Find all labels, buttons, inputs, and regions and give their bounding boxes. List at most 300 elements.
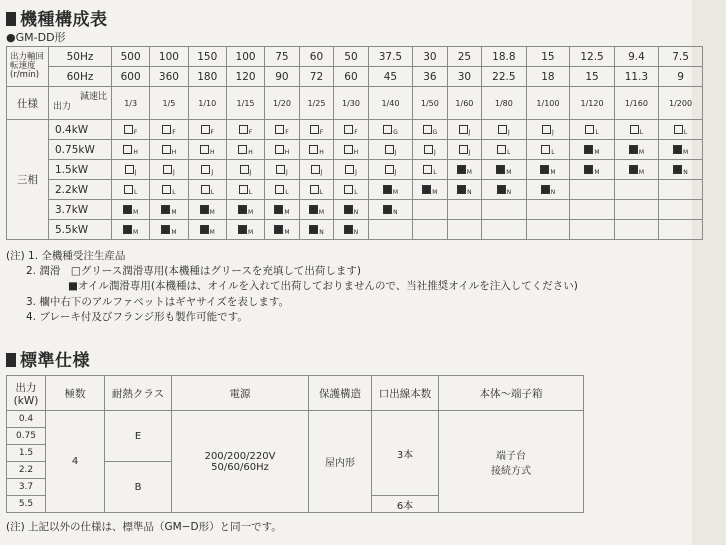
hdr-terminal: 本体〜端子箱 xyxy=(439,376,584,411)
gear-cell xyxy=(112,140,150,160)
gear-cell xyxy=(526,220,570,240)
oil-lubrication-icon xyxy=(383,205,392,214)
grease-lubrication-icon xyxy=(385,145,394,154)
kw-cell: 3.7 xyxy=(7,479,46,496)
oil-lubrication-icon xyxy=(497,185,506,194)
gear-cell xyxy=(526,120,570,140)
oil-lubrication-icon xyxy=(673,165,682,174)
gear-cell xyxy=(447,140,482,160)
kw-cell: 1.5 xyxy=(7,445,46,462)
gear-cell xyxy=(570,180,614,200)
gear-size-letter: F xyxy=(133,128,138,136)
gear-cell xyxy=(570,200,614,220)
note-3: 3. 欄中右下のアルファベットはギヤサイズを表します。 xyxy=(26,295,290,308)
gear-size-letter: L xyxy=(551,148,555,156)
speed-50-cell: 100 xyxy=(226,47,264,67)
gear-size-letter: M xyxy=(550,168,556,176)
gear-cell xyxy=(112,120,150,140)
gear-cell xyxy=(413,220,448,240)
gear-cell xyxy=(614,140,658,160)
grease-lubrication-icon xyxy=(310,185,319,194)
oil-lubrication-icon xyxy=(123,205,132,214)
gear-size-letter: N xyxy=(353,208,359,216)
gear-size-letter: J xyxy=(134,168,137,176)
gear-cell xyxy=(368,200,412,220)
terminal-line1: 端子台 xyxy=(496,450,526,462)
gear-cell xyxy=(447,120,482,140)
grease-lubrication-icon xyxy=(124,185,133,194)
protection-value: 屋内形 xyxy=(309,411,372,513)
grease-lubrication-icon xyxy=(200,145,209,154)
speed-50-cell: 500 xyxy=(112,47,150,67)
grease-lubrication-icon xyxy=(201,125,210,134)
grease-lubrication-icon xyxy=(541,145,550,154)
gear-cell xyxy=(299,120,334,140)
gear-size-letter: G xyxy=(432,128,438,136)
gear-cell xyxy=(614,220,658,240)
gear-size-letter: N xyxy=(550,188,556,196)
gear-size-letter: M xyxy=(133,228,139,236)
grease-lubrication-icon xyxy=(585,125,594,134)
oil-lubrication-icon xyxy=(238,225,247,234)
speed-60-cell: 9 xyxy=(659,67,703,87)
grease-lubrication-icon xyxy=(542,125,551,134)
oil-lubrication-icon xyxy=(457,185,466,194)
gear-size-letter: G xyxy=(393,128,398,136)
poles-value: 4 xyxy=(46,411,105,513)
oil-lubrication-icon xyxy=(457,165,466,174)
gear-cell xyxy=(112,220,150,240)
grease-lubrication-icon xyxy=(423,125,432,134)
gear-cell xyxy=(368,140,412,160)
ratio-output-label xyxy=(49,87,112,120)
speed-50-cell: 150 xyxy=(188,47,226,67)
gear-cell xyxy=(482,140,526,160)
gear-size-letter: J xyxy=(211,168,214,176)
gear-size-letter: F xyxy=(319,128,324,136)
gear-cell xyxy=(112,160,150,180)
gear-size-letter: N xyxy=(393,208,398,216)
gear-cell xyxy=(150,220,188,240)
oil-lubrication-icon xyxy=(629,165,638,174)
lead-6: 6本 xyxy=(372,496,439,513)
gear-cell xyxy=(614,180,658,200)
gear-cell xyxy=(299,200,334,220)
ratio-cell: 1/120 xyxy=(570,87,614,120)
gear-cell xyxy=(265,160,300,180)
ratio-cell: 1/30 xyxy=(334,87,369,120)
ratio-cell: 1/200 xyxy=(659,87,703,120)
gear-size-letter: L xyxy=(354,188,358,196)
grease-lubrication-icon xyxy=(310,125,319,134)
gear-cell xyxy=(526,160,570,180)
ratio-cell: 1/15 xyxy=(226,87,264,120)
notes xyxy=(6,249,578,325)
gear-cell xyxy=(226,200,264,220)
gear-size-letter: M xyxy=(171,208,177,216)
gear-cell xyxy=(265,140,300,160)
gear-cell xyxy=(659,140,703,160)
kw-cell: 2.2 xyxy=(7,462,46,479)
footnote: (注) 上記以外の仕様は、標準品（GM−D形）と同一です。 xyxy=(6,521,282,533)
ratio-cell: 1/40 xyxy=(368,87,412,120)
grease-lubrication-icon xyxy=(163,165,172,174)
gear-cell xyxy=(265,120,300,140)
gear-cell xyxy=(299,180,334,200)
ratio-cell: 1/5 xyxy=(150,87,188,120)
hdr-output: 出力(kW) xyxy=(7,376,46,411)
speed-60-cell: 60 xyxy=(334,67,369,87)
gear-cell xyxy=(334,200,369,220)
power-frequency: 50/60/60Hz xyxy=(211,461,269,473)
spec-table xyxy=(6,375,584,513)
three-phase-label: 三相 xyxy=(7,120,49,240)
gear-size-letter: H xyxy=(284,148,290,156)
speed-60-cell: 600 xyxy=(112,67,150,87)
gear-size-letter: J xyxy=(468,148,471,156)
gear-cell xyxy=(368,220,412,240)
oil-lubrication-icon xyxy=(383,185,392,194)
gear-cell xyxy=(659,120,703,140)
gear-cell xyxy=(447,220,482,240)
gear-cell xyxy=(188,160,226,180)
section1-title: 機種構成表 xyxy=(6,5,108,30)
ratio-cell: 1/60 xyxy=(447,87,482,120)
oil-lubrication-icon xyxy=(161,205,170,214)
power-voltage: 200/200/220V xyxy=(204,450,276,462)
gear-size-letter: L xyxy=(639,128,644,136)
gear-size-letter: J xyxy=(394,148,397,156)
kw-cell: 0.75 xyxy=(7,428,46,445)
gear-size-letter: L xyxy=(319,188,324,196)
speed-60-cell: 22.5 xyxy=(482,67,526,87)
grease-lubrication-icon xyxy=(345,165,354,174)
gear-cell xyxy=(413,180,448,200)
gear-cell xyxy=(112,180,150,200)
speed-50-cell: 12.5 xyxy=(570,47,614,67)
gear-size-letter: J xyxy=(433,148,436,156)
gear-size-letter: L xyxy=(507,148,511,156)
grease-lubrication-icon xyxy=(344,125,353,134)
ratio-cell: 1/10 xyxy=(188,87,226,120)
grease-lubrication-icon xyxy=(276,165,285,174)
gear-cell xyxy=(413,120,448,140)
gear-size-letter: H xyxy=(248,148,253,156)
power-label: 5.5kW xyxy=(49,220,112,240)
terminal-value xyxy=(439,411,584,513)
hdr-power: 電源 xyxy=(172,376,309,411)
gear-cell xyxy=(413,160,448,180)
power-label: 2.2kW xyxy=(49,180,112,200)
hdr-lead: 口出線本数 xyxy=(372,376,439,411)
oil-lubrication-icon xyxy=(344,225,353,234)
gear-cell xyxy=(659,220,703,240)
gear-cell xyxy=(334,140,369,160)
oil-lubrication-icon xyxy=(673,145,682,154)
gear-cell xyxy=(226,120,264,140)
lead-3: 3本 xyxy=(372,411,439,496)
gear-cell xyxy=(570,120,614,140)
gear-cell xyxy=(368,160,412,180)
gear-cell xyxy=(482,220,526,240)
speed-50-cell: 15 xyxy=(526,47,570,67)
oil-lubrication-icon xyxy=(584,165,593,174)
gear-cell xyxy=(150,140,188,160)
gear-size-letter: N xyxy=(467,188,472,196)
gear-size-letter: N xyxy=(353,228,359,236)
note-1: (注) 1. 全機種受注生産品 xyxy=(6,250,126,262)
gear-cell xyxy=(614,160,658,180)
power-label: 3.7kW xyxy=(49,200,112,220)
gear-cell xyxy=(659,160,703,180)
power-value xyxy=(172,411,309,513)
speed-60-cell: 180 xyxy=(188,67,226,87)
oil-lubrication-icon xyxy=(309,225,318,234)
insulation-e: E xyxy=(105,411,172,462)
grease-lubrication-icon xyxy=(309,145,318,154)
gear-cell xyxy=(368,180,412,200)
power-label: 0.4kW xyxy=(49,120,112,140)
gear-cell xyxy=(150,180,188,200)
gear-size-letter: J xyxy=(507,128,510,136)
grease-lubrication-icon xyxy=(459,125,468,134)
speed-50-cell: 50 xyxy=(334,47,369,67)
terminal-line2: 接続方式 xyxy=(491,465,531,477)
gear-cell xyxy=(265,220,300,240)
speed-label: 出力軸回転速度(r/min) xyxy=(7,47,49,87)
grease-lubrication-icon xyxy=(630,125,639,134)
grease-lubrication-icon xyxy=(311,165,320,174)
grease-lubrication-icon xyxy=(123,145,132,154)
oil-lubrication-icon xyxy=(629,145,638,154)
gear-cell xyxy=(334,160,369,180)
gear-cell xyxy=(447,160,482,180)
gear-cell xyxy=(659,180,703,200)
hz60-label: 60Hz xyxy=(49,67,112,87)
oil-lubrication-icon xyxy=(200,205,209,214)
gear-size-letter: N xyxy=(319,228,324,236)
grease-lubrication-icon xyxy=(162,145,171,154)
hz50-label: 50Hz xyxy=(49,47,112,67)
spec-label: 仕様 xyxy=(7,87,49,120)
speed-50-cell: 7.5 xyxy=(659,47,703,67)
gear-cell xyxy=(334,220,369,240)
gear-cell xyxy=(299,220,334,240)
gear-cell xyxy=(659,200,703,220)
gear-cell xyxy=(334,120,369,140)
ratio-cell: 1/80 xyxy=(482,87,526,120)
gear-cell xyxy=(299,160,334,180)
gear-size-letter: F xyxy=(172,128,176,136)
insulation-b: B xyxy=(105,462,172,513)
grease-lubrication-icon xyxy=(239,125,248,134)
gear-cell xyxy=(570,140,614,160)
gear-cell xyxy=(570,160,614,180)
gear-size-letter: M xyxy=(506,168,512,176)
grease-lubrication-icon xyxy=(238,145,247,154)
speed-60-cell: 72 xyxy=(299,67,334,87)
grease-lubrication-icon xyxy=(459,145,468,154)
gear-size-letter: J xyxy=(286,168,288,176)
gear-size-letter: M xyxy=(466,168,472,176)
grease-lubrication-icon xyxy=(385,165,394,174)
grease-lubrication-icon xyxy=(162,185,171,194)
grease-lubrication-icon xyxy=(275,145,284,154)
speed-50-cell: 60 xyxy=(299,47,334,67)
output-label: 出力 xyxy=(53,102,72,112)
gear-size-letter: M xyxy=(284,208,290,216)
gear-size-letter: N xyxy=(506,188,512,196)
grease-lubrication-icon xyxy=(240,165,249,174)
gear-size-letter: L xyxy=(133,188,138,196)
gear-size-letter: L xyxy=(210,188,214,196)
speed-60-cell: 11.3 xyxy=(614,67,658,87)
gear-size-letter: M xyxy=(432,188,438,196)
gear-size-letter: J xyxy=(468,128,471,136)
note-2b: ■オイル潤滑専用(本機種は、オイルを入れて出荷しておりませんので、当社推奨オイルを注入してください) xyxy=(68,280,578,293)
speed-50-cell: 30 xyxy=(413,47,448,67)
gear-size-letter: J xyxy=(355,168,357,176)
gear-cell xyxy=(482,200,526,220)
gear-size-letter: F xyxy=(248,128,253,136)
gear-size-letter: M xyxy=(638,148,644,156)
gear-size-letter: M xyxy=(392,188,399,196)
hdr-poles: 極数 xyxy=(46,376,105,411)
speed-60-cell: 360 xyxy=(150,67,188,87)
gear-cell xyxy=(614,200,658,220)
speed-60-cell: 15 xyxy=(570,67,614,87)
model-subtitle: ●GM-DD形 xyxy=(6,31,66,44)
grease-lubrication-icon xyxy=(239,185,248,194)
speed-60-cell: 18 xyxy=(526,67,570,87)
grease-lubrication-icon xyxy=(423,165,432,174)
speed-50-cell: 25 xyxy=(447,47,482,67)
gear-cell xyxy=(265,200,300,220)
gear-size-letter: J xyxy=(173,168,175,176)
note-2: 2. 潤滑 □グリース潤滑専用(本機種はグリースを充填して出荷します) xyxy=(26,265,361,278)
oil-lubrication-icon xyxy=(496,165,505,174)
grease-lubrication-icon xyxy=(383,125,392,134)
gear-size-letter: H xyxy=(209,148,215,156)
power-label: 1.5kW xyxy=(49,160,112,180)
grease-lubrication-icon xyxy=(201,165,210,174)
gear-cell xyxy=(226,180,264,200)
gear-cell xyxy=(614,120,658,140)
gear-size-letter: J xyxy=(320,168,323,176)
grease-lubrication-icon xyxy=(498,125,507,134)
oil-lubrication-icon xyxy=(274,225,283,234)
oil-lubrication-icon xyxy=(541,185,550,194)
oil-lubrication-icon xyxy=(584,145,593,154)
gear-size-letter: L xyxy=(285,188,289,196)
ratio-label: 減速比 xyxy=(79,92,107,103)
ratio-cell: 1/50 xyxy=(413,87,448,120)
gear-size-letter: N xyxy=(683,168,688,176)
gear-size-letter: F xyxy=(354,128,358,136)
gear-cell xyxy=(526,200,570,220)
oil-lubrication-icon xyxy=(344,205,353,214)
ratio-cell: 1/3 xyxy=(112,87,150,120)
oil-lubrication-icon xyxy=(200,225,209,234)
oil-lubrication-icon xyxy=(274,205,283,214)
speed-50-cell: 9.4 xyxy=(614,47,658,67)
gear-cell xyxy=(482,180,526,200)
gear-size-letter: L xyxy=(172,188,176,196)
gear-size-letter: M xyxy=(638,168,644,176)
gear-size-letter: M xyxy=(209,208,215,216)
gear-cell xyxy=(112,200,150,220)
gear-cell xyxy=(188,180,226,200)
gear-cell xyxy=(150,120,188,140)
gear-size-letter: M xyxy=(594,168,600,176)
gear-cell xyxy=(226,160,264,180)
gear-size-letter: M xyxy=(209,228,215,236)
gear-cell xyxy=(226,220,264,240)
oil-lubrication-icon xyxy=(161,225,170,234)
speed-60-cell: 90 xyxy=(265,67,300,87)
kw-cell: 5.5 xyxy=(7,496,46,513)
model-table xyxy=(6,46,703,240)
hdr-protection: 保護構造 xyxy=(309,376,372,411)
grease-lubrication-icon xyxy=(344,145,353,154)
gear-size-letter: M xyxy=(133,208,139,216)
oil-lubrication-icon xyxy=(123,225,132,234)
gear-size-letter: M xyxy=(171,228,177,236)
oil-lubrication-icon xyxy=(422,185,431,194)
gear-size-letter: H xyxy=(353,148,359,156)
gear-size-letter: L xyxy=(248,188,253,196)
gear-cell xyxy=(447,180,482,200)
gear-cell xyxy=(265,180,300,200)
gear-cell xyxy=(526,180,570,200)
grease-lubrication-icon xyxy=(162,125,171,134)
gear-cell xyxy=(368,120,412,140)
oil-lubrication-icon xyxy=(309,205,318,214)
gear-size-letter: L xyxy=(683,128,688,136)
speed-50-cell: 37.5 xyxy=(368,47,412,67)
gear-cell xyxy=(526,140,570,160)
gear-cell xyxy=(188,220,226,240)
speed-60-cell: 30 xyxy=(447,67,482,87)
gear-size-letter: M xyxy=(247,228,254,236)
gear-cell xyxy=(482,120,526,140)
gear-cell xyxy=(299,140,334,160)
gear-size-letter: J xyxy=(394,168,397,176)
gear-cell xyxy=(150,160,188,180)
gear-cell xyxy=(570,220,614,240)
gear-cell xyxy=(334,180,369,200)
gear-size-letter: H xyxy=(171,148,177,156)
speed-50-cell: 18.8 xyxy=(482,47,526,67)
gear-cell xyxy=(226,140,264,160)
speed-50-cell: 100 xyxy=(150,47,188,67)
ratio-cell: 1/160 xyxy=(614,87,658,120)
hdr-insulation: 耐熱クラス xyxy=(105,376,172,411)
gear-cell xyxy=(150,200,188,220)
gear-size-letter: M xyxy=(594,148,600,156)
gear-size-letter: H xyxy=(133,148,138,156)
note-4: 4. ブレーキ付及びフランジ形も製作可能です。 xyxy=(26,310,248,323)
gear-size-letter: J xyxy=(552,128,554,136)
grease-lubrication-icon xyxy=(125,165,134,174)
gear-cell xyxy=(447,200,482,220)
power-label: 0.75kW xyxy=(49,140,112,160)
gear-size-letter: J xyxy=(249,168,252,176)
section2-title: 標準仕様 xyxy=(6,346,90,371)
grease-lubrication-icon xyxy=(275,185,284,194)
gear-size-letter: F xyxy=(285,128,289,136)
oil-lubrication-icon xyxy=(540,165,549,174)
